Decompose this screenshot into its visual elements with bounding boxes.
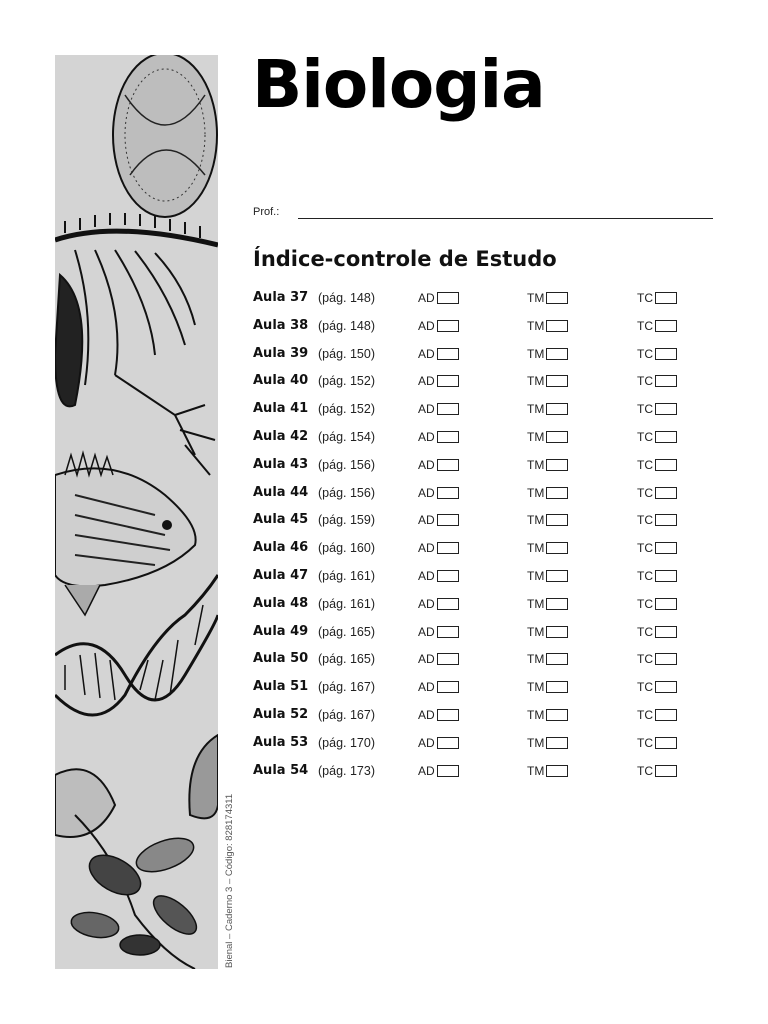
tm-check (527, 291, 568, 305)
tm-label: TM (527, 735, 545, 750)
lesson-page-ref: (pág. 159) (318, 513, 375, 528)
ad-check (418, 569, 459, 583)
ad-check (418, 708, 459, 722)
tc-checkbox[interactable] (655, 653, 677, 665)
lesson-row (253, 540, 713, 568)
tc-check (637, 458, 677, 472)
tc-check (637, 486, 677, 500)
tc-checkbox[interactable] (655, 320, 677, 332)
ad-label: AD (418, 680, 435, 695)
tm-checkbox[interactable] (546, 570, 568, 582)
lesson-name: Aula 54 (253, 762, 309, 778)
ad-check (418, 319, 459, 333)
lesson-row (253, 596, 713, 624)
tm-check (527, 458, 568, 472)
ad-checkbox[interactable] (437, 431, 459, 443)
tc-label: TC (637, 457, 653, 472)
tm-checkbox[interactable] (546, 292, 568, 304)
lesson-row (253, 373, 713, 401)
tm-check (527, 374, 568, 388)
ad-checkbox[interactable] (437, 681, 459, 693)
tc-check (637, 680, 677, 694)
prof-name-field[interactable] (298, 218, 713, 219)
ad-checkbox[interactable] (437, 487, 459, 499)
ad-label: AD (418, 596, 435, 611)
tc-checkbox[interactable] (655, 626, 677, 638)
tm-check (527, 347, 568, 361)
tm-label: TM (527, 485, 545, 500)
lesson-name: Aula 42 (253, 428, 309, 444)
tc-checkbox[interactable] (655, 514, 677, 526)
ad-label: AD (418, 485, 435, 500)
tm-label: TM (527, 429, 545, 444)
lesson-row (253, 346, 713, 374)
lesson-page-ref: (pág. 152) (318, 374, 375, 389)
tm-label: TM (527, 374, 545, 389)
tm-checkbox[interactable] (546, 459, 568, 471)
tc-label: TC (637, 652, 653, 667)
tm-label: TM (527, 763, 545, 778)
tm-check (527, 764, 568, 778)
fish-drawing (55, 453, 196, 615)
tm-check (527, 597, 568, 611)
tc-checkbox[interactable] (655, 459, 677, 471)
ad-check (418, 597, 459, 611)
tc-label: TC (637, 763, 653, 778)
ad-label: AD (418, 402, 435, 417)
ad-checkbox[interactable] (437, 348, 459, 360)
lesson-name: Aula 45 (253, 512, 309, 528)
lesson-page-ref: (pág. 161) (318, 568, 375, 583)
ad-checkbox[interactable] (437, 598, 459, 610)
tm-checkbox[interactable] (546, 598, 568, 610)
tm-check (527, 708, 568, 722)
ad-label: AD (418, 763, 435, 778)
ad-check (418, 625, 459, 639)
tm-check (527, 569, 568, 583)
tc-checkbox[interactable] (655, 570, 677, 582)
ad-check (418, 736, 459, 750)
tm-check (527, 652, 568, 666)
ad-checkbox[interactable] (437, 709, 459, 721)
tm-checkbox[interactable] (546, 348, 568, 360)
lesson-row (253, 624, 713, 652)
tm-label: TM (527, 568, 545, 583)
tm-check (527, 625, 568, 639)
ad-label: AD (418, 568, 435, 583)
tc-check (637, 736, 677, 750)
ad-check (418, 652, 459, 666)
ad-checkbox[interactable] (437, 653, 459, 665)
ad-label: AD (418, 346, 435, 361)
tm-check (527, 486, 568, 500)
tc-label: TC (637, 402, 653, 417)
lesson-name: Aula 39 (253, 345, 309, 361)
lesson-page-ref: (pág. 173) (318, 763, 375, 778)
tc-check (637, 625, 677, 639)
lesson-page-ref: (pág. 165) (318, 652, 375, 667)
tc-checkbox[interactable] (655, 681, 677, 693)
tc-checkbox[interactable] (655, 403, 677, 415)
ad-label: AD (418, 318, 435, 333)
tm-checkbox[interactable] (546, 487, 568, 499)
lesson-row (253, 512, 713, 540)
tm-label: TM (527, 541, 545, 556)
ad-check (418, 680, 459, 694)
tc-check (637, 319, 677, 333)
tm-label: TM (527, 318, 545, 333)
ad-checkbox[interactable] (437, 737, 459, 749)
tc-checkbox[interactable] (655, 431, 677, 443)
tm-label: TM (527, 513, 545, 528)
tm-checkbox[interactable] (546, 737, 568, 749)
lesson-row (253, 651, 713, 679)
shell-drawing (113, 55, 217, 217)
ad-label: AD (418, 291, 435, 305)
tc-checkbox[interactable] (655, 598, 677, 610)
tm-label: TM (527, 624, 545, 639)
lesson-page-ref: (pág. 150) (318, 346, 375, 361)
ad-checkbox[interactable] (437, 570, 459, 582)
lesson-row (253, 318, 713, 346)
tc-label: TC (637, 707, 653, 722)
lesson-page-ref: (pág. 154) (318, 429, 375, 444)
tc-checkbox[interactable] (655, 375, 677, 387)
tc-checkbox[interactable] (655, 765, 677, 777)
tm-check (527, 736, 568, 750)
ad-label: AD (418, 707, 435, 722)
tm-check (527, 319, 568, 333)
tc-label: TC (637, 541, 653, 556)
lesson-row (253, 568, 713, 596)
tc-check (637, 430, 677, 444)
ad-checkbox[interactable] (437, 626, 459, 638)
tc-checkbox[interactable] (655, 542, 677, 554)
tc-label: TC (637, 735, 653, 750)
lesson-name: Aula 50 (253, 651, 309, 667)
lesson-name: Aula 49 (253, 623, 309, 639)
ad-checkbox[interactable] (437, 292, 459, 304)
tc-label: TC (637, 346, 653, 361)
ad-checkbox[interactable] (437, 459, 459, 471)
tc-check (637, 291, 677, 305)
tc-check (637, 569, 677, 583)
tm-label: TM (527, 402, 545, 417)
ad-checkbox[interactable] (437, 514, 459, 526)
ad-label: AD (418, 541, 435, 556)
page-title: Biologia (252, 46, 545, 123)
tm-label: TM (527, 707, 545, 722)
ad-label: AD (418, 374, 435, 389)
ad-checkbox[interactable] (437, 375, 459, 387)
tc-check (637, 347, 677, 361)
tm-checkbox[interactable] (546, 653, 568, 665)
tm-label: TM (527, 457, 545, 472)
lesson-name: Aula 43 (253, 456, 309, 472)
tc-label: TC (637, 568, 653, 583)
tm-checkbox[interactable] (546, 320, 568, 332)
lesson-name: Aula 51 (253, 679, 309, 695)
ad-label: AD (418, 624, 435, 639)
tm-check (527, 541, 568, 555)
ad-label: AD (418, 429, 435, 444)
tc-check (637, 652, 677, 666)
ad-checkbox[interactable] (437, 320, 459, 332)
lesson-row (253, 763, 713, 791)
ad-check (418, 764, 459, 778)
ad-checkbox[interactable] (437, 765, 459, 777)
ad-check (418, 486, 459, 500)
lesson-name: Aula 40 (253, 373, 309, 389)
tm-label: TM (527, 652, 545, 667)
lesson-page-ref: (pág. 161) (318, 596, 375, 611)
tm-check (527, 680, 568, 694)
ad-label: AD (418, 513, 435, 528)
tm-label: TM (527, 596, 545, 611)
tc-label: TC (637, 291, 653, 305)
tm-checkbox[interactable] (546, 681, 568, 693)
tm-check (527, 402, 568, 416)
tc-label: TC (637, 624, 653, 639)
tm-check (527, 513, 568, 527)
ad-check (418, 541, 459, 555)
ad-label: AD (418, 457, 435, 472)
lesson-page-ref: (pág. 160) (318, 541, 375, 556)
tm-label: TM (527, 291, 545, 305)
lesson-name: Aula 48 (253, 595, 309, 611)
lesson-page-ref: (pág. 167) (318, 707, 375, 722)
lesson-page-ref: (pág. 148) (318, 318, 375, 333)
lesson-row (253, 401, 713, 429)
lesson-page-ref: (pág. 170) (318, 735, 375, 750)
tc-label: TC (637, 485, 653, 500)
tc-label: TC (637, 429, 653, 444)
ad-checkbox[interactable] (437, 542, 459, 554)
lesson-page-ref: (pág. 165) (318, 624, 375, 639)
lesson-name: Aula 52 (253, 706, 309, 722)
side-illustration-panel (55, 55, 218, 969)
ad-checkbox[interactable] (437, 403, 459, 415)
lesson-name: Aula 38 (253, 317, 309, 333)
tm-checkbox[interactable] (546, 403, 568, 415)
tc-checkbox[interactable] (655, 292, 677, 304)
document-code-caption: Bienal – Caderno 3 – Código: 828174311 (224, 793, 235, 968)
lesson-row (253, 679, 713, 707)
tm-checkbox[interactable] (546, 765, 568, 777)
plant-drawing (55, 735, 218, 969)
tc-check (637, 764, 677, 778)
lesson-row (253, 457, 713, 485)
ad-label: AD (418, 735, 435, 750)
skeleton-drawing (55, 213, 218, 475)
ad-check (418, 458, 459, 472)
tc-checkbox[interactable] (655, 709, 677, 721)
tm-label: TM (527, 680, 545, 695)
ad-check (418, 347, 459, 361)
lesson-row (253, 485, 713, 513)
tc-checkbox[interactable] (655, 487, 677, 499)
tc-label: TC (637, 680, 653, 695)
lesson-page-ref: (pág. 156) (318, 457, 375, 472)
lesson-page-ref: (pág. 148) (318, 291, 375, 305)
prof-label: Prof.: (253, 206, 280, 218)
tc-check (637, 374, 677, 388)
tc-check (637, 708, 677, 722)
lesson-name: Aula 47 (253, 567, 309, 583)
tm-checkbox[interactable] (546, 375, 568, 387)
tc-check (637, 541, 677, 555)
lesson-name: Aula 46 (253, 540, 309, 556)
tm-check (527, 430, 568, 444)
lesson-name: Aula 44 (253, 484, 309, 500)
ad-check (418, 513, 459, 527)
tm-checkbox[interactable] (546, 709, 568, 721)
lesson-name: Aula 41 (253, 401, 309, 417)
tm-checkbox[interactable] (546, 431, 568, 443)
ad-check (418, 430, 459, 444)
lesson-row (253, 735, 713, 763)
tc-check (637, 513, 677, 527)
tc-checkbox[interactable] (655, 348, 677, 360)
tc-checkbox[interactable] (655, 737, 677, 749)
lesson-row (253, 290, 713, 318)
tc-label: TC (637, 596, 653, 611)
ad-check (418, 402, 459, 416)
lesson-page-ref: (pág. 167) (318, 680, 375, 695)
lesson-name: Aula 53 (253, 734, 309, 750)
tm-checkbox[interactable] (546, 542, 568, 554)
lesson-name: Aula 37 (253, 290, 309, 305)
tm-label: TM (527, 346, 545, 361)
ad-check (418, 291, 459, 305)
tc-check (637, 597, 677, 611)
lesson-row (253, 707, 713, 735)
biology-illustration (55, 55, 218, 969)
tc-label: TC (637, 513, 653, 528)
tc-check (637, 402, 677, 416)
tc-label: TC (637, 374, 653, 389)
lesson-list (253, 290, 713, 790)
ad-check (418, 374, 459, 388)
ad-label: AD (418, 652, 435, 667)
tc-label: TC (637, 318, 653, 333)
section-title: Índice-controle de Estudo (253, 247, 557, 271)
tm-checkbox[interactable] (546, 626, 568, 638)
lesson-page-ref: (pág. 156) (318, 485, 375, 500)
tm-checkbox[interactable] (546, 514, 568, 526)
lesson-row (253, 429, 713, 457)
lesson-page-ref: (pág. 152) (318, 402, 375, 417)
